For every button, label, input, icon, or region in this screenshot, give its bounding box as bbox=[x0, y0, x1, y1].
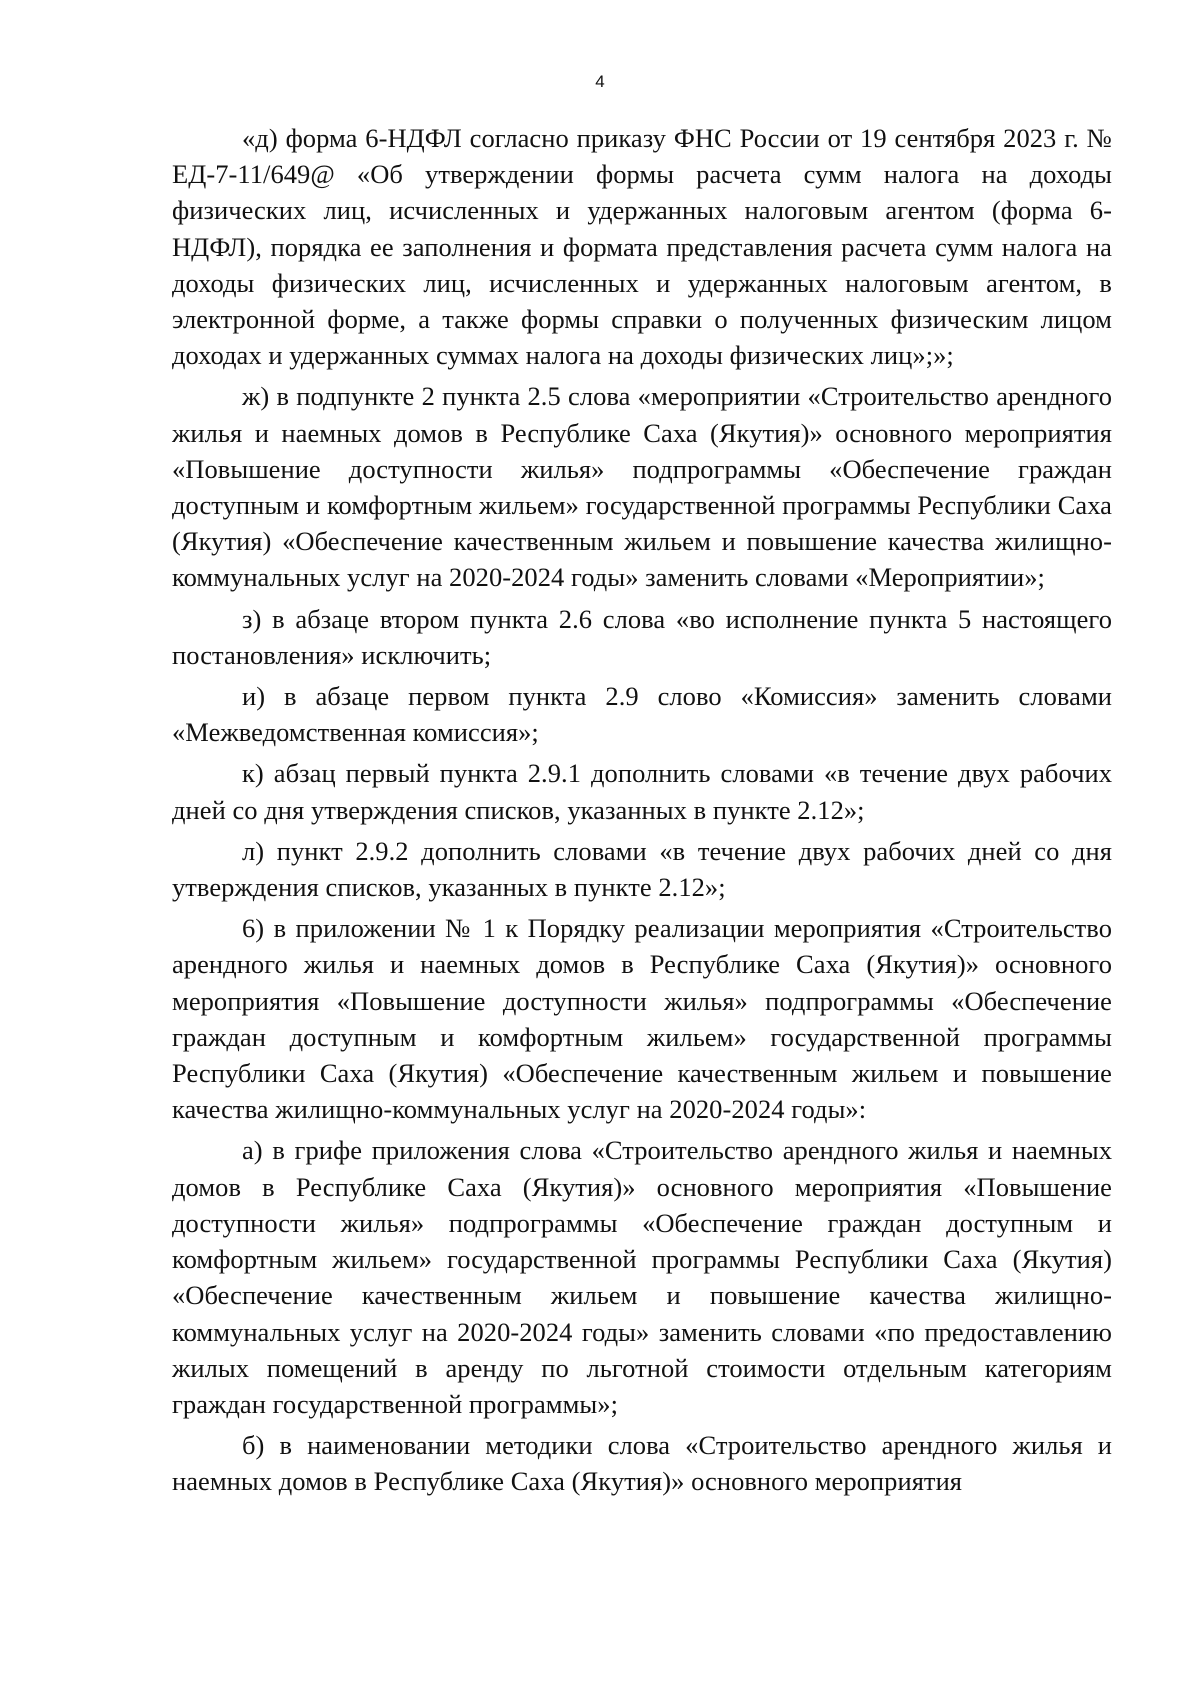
paragraph-a-appendix-heading: а) в грифе приложения слова «Строительство арендного жилья и наемных домов в Республике Саха (Якутия)» основного мероприятия «Повышение доступности жилья» подпрограммы «Обеспечение граждан доступным и комфортным жильем» государственной программы Республики Саха (Якутия) «Обеспечение качественным жильем и повышение качества жилищно-коммунальных услуг на 2020-2024 годы» заменить словами «по предоставлению жилых помещений в аренду по льготной стоимости отдельным категориям граждан государственной программы»; bbox=[172, 1135, 1112, 1419]
paragraph-i-item-2-9: и) в абзаце первом пункта 2.9 слово «Комиссия» заменить словами «Межведомственная комиссия»; bbox=[172, 681, 1112, 748]
paragraph-k-item-2-9-1: к) абзац первый пункта 2.9.1 дополнить словами «в течение двух рабочих дней со дня утверждения списков, указанных в пункте 2.12»; bbox=[172, 758, 1112, 825]
paragraph-6-appendix-1: 6) в приложении № 1 к Порядку реализации мероприятия «Строительство арендного жилья и наемных домов в Республике Саха (Якутия)» основного мероприятия «Повышение доступности жилья» подпрограммы «Обеспечение граждан доступным и комфортным жильем» государственной программы Республики Саха (Якутия) «Обеспечение качественным жильем и повышение качества жилищно-коммунальных услуг на 2020-2024 годы»: bbox=[172, 913, 1112, 1125]
paragraph-zh-subitem-2-5: ж) в подпункте 2 пункта 2.5 слова «мероприятии «Строительство арендного жилья и наемных домов в Республике Саха (Якутия)» основного мероприятия «Повышение доступности жилья» подпрограммы «Обеспечение граждан доступным и комфортным жильем» государственной программы Республики Саха (Якутия) «Обеспечение качественным жильем и повышение качества жилищно-коммунальных услуг на 2020-2024 годы» заменить словами «Мероприятии»; bbox=[172, 381, 1112, 593]
paragraph-d-form-6-ndfl: «д) форма 6-НДФЛ согласно приказу ФНС России от 19 сентября 2023 г. № ЕД-7-11/649@ «Об утверждении формы расчета сумм налога на доходы физических лиц, исчисленных и удержанных налоговым агентом (форма 6-НДФЛ), порядка ее заполнения и формата представления расчета сумм налога на доходы физических лиц, исчисленных и удержанных налоговым агентом, в электронной форме, а также формы справки о полученных физическим лицом доходах и удержанных суммах налога на доходы физических лиц»;»; bbox=[172, 123, 1112, 371]
paragraph-z-item-2-6: з) в абзаце втором пункта 2.6 слова «во исполнение пункта 5 настоящего постановления» исключить; bbox=[172, 603, 1112, 670]
paragraph-l-item-2-9-2: л) пункт 2.9.2 дополнить словами «в течение двух рабочих дней со дня утверждения списков, указанных в пункте 2.12»; bbox=[172, 835, 1112, 903]
paragraph-b-methodology-title: б) в наименовании методики слова «Строительство арендного жилья и наемных домов в Республике Саха (Якутия)» основного мероприятия bbox=[172, 1430, 1112, 1497]
document-body bbox=[172, 120, 1112, 1505]
page-number: 4 bbox=[595, 72, 605, 91]
